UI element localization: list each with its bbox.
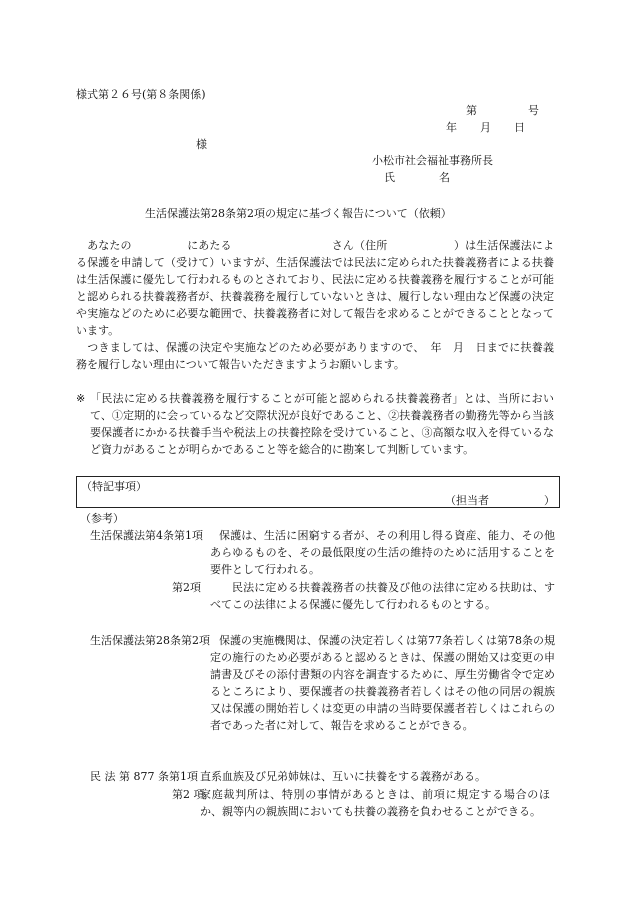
law3-citation: 民 法 第 877 条第1項 [90, 770, 198, 783]
body-paragraph-1: あなたの にあたる さん（住所 ）は生活保護法による保護を申請して（受けて）いますが、生活保護法では民法に定められた扶養義務者による扶養は生活保護に優先して行われるものとされており、民法に定める扶養義務を履行することが可能と認められる扶養義務者が、扶養義務を履行していないときは、履行しない理由など保護の決定や実施などのために必要な範囲で、扶養義務者に対して報告を求めることができることとなっています。 [76, 239, 554, 337]
note-mark: ※ [76, 392, 86, 405]
law3-text: 直系血族及び兄弟姉妹は、互いに扶養をする義務がある。 [200, 770, 486, 783]
special-notes-box [76, 476, 560, 508]
law3b-text: 家庭裁判所は、特別の事情があるときは、前項に規定する場合のほか、親等内の親族間においても扶養の義務を負わせることができる。 [200, 788, 550, 818]
reference-label: （参考） [80, 512, 124, 525]
note-section [76, 390, 554, 458]
law1b-text: 民法に定める扶養義務者の扶養及び他の法律に定める扶助は、すべてこの法律による保護に優先して行われるものとする。 [210, 581, 555, 611]
law3b-citation: 第2 項 [172, 788, 205, 801]
document-number-prefix: 第 [466, 104, 477, 117]
document-number-suffix: 号 [528, 104, 539, 117]
date-day: 日 [514, 121, 525, 134]
law2-text: 保護の実施機関は、保護の決定若しくは第77条若しくは第78条の規定の施行のため必要があると認めるときは、保護の開始又は変更の申請書及びその添付書類の内容を調査するために、厚生労働省令で定めるところにより、要保護者の扶養義務者若しくはその他の同居の親族又は保護の開始若しくは変更の申請の当時要保護者若しくはこれらの者であった者に対して、報告を求めることができる。 [210, 634, 555, 732]
person-in-charge-label: （担当者 ） [445, 494, 555, 507]
date-year: 年 [446, 121, 457, 134]
law1-citation: 生活保護法第4条第1項 [90, 529, 203, 542]
body-paragraph-2: つきましては、保護の決定や実施などのため必要がありますので、 年 月 日までに扶養義務を履行しない理由について報告いただきますようお願いします。 [76, 341, 554, 371]
special-notes-label: （特記事項） [81, 480, 147, 493]
date-month: 月 [480, 121, 491, 134]
addressee-honorific: 様 [196, 138, 207, 151]
form-number: 様式第２６号(第８条関係) [76, 88, 206, 101]
issuer-office: 小松市社会福祉事務所長 [372, 154, 493, 167]
law1b-citation: 第2項 [172, 581, 201, 594]
document-title: 生活保護法第28条第2項の規定に基づく報告について（依頼） [145, 207, 452, 220]
issuer-name-label: 氏 名 [384, 171, 450, 184]
law1-text: 保護は、生活に困窮する者が、その利用し得る資産、能力、その他あらゆるものを、その最低限度の生活の維持のために活用することを要件として行われる。 [210, 529, 555, 576]
law2-citation: 生活保護法第28条第2項 [90, 634, 210, 647]
note-text: 「民法に定める扶養義務を履行することが可能と認められる扶養義務者」とは、当所において、①定期的に会っているなど交際状況が良好であること、②扶養義務者の勤務先等から当該要保護者にかかる扶養手当や税法上の扶養控除を受けていること、③高額な収入を得ているなど資力があることが明らかであること等を総合的に勘案して判断しています。 [90, 392, 554, 456]
